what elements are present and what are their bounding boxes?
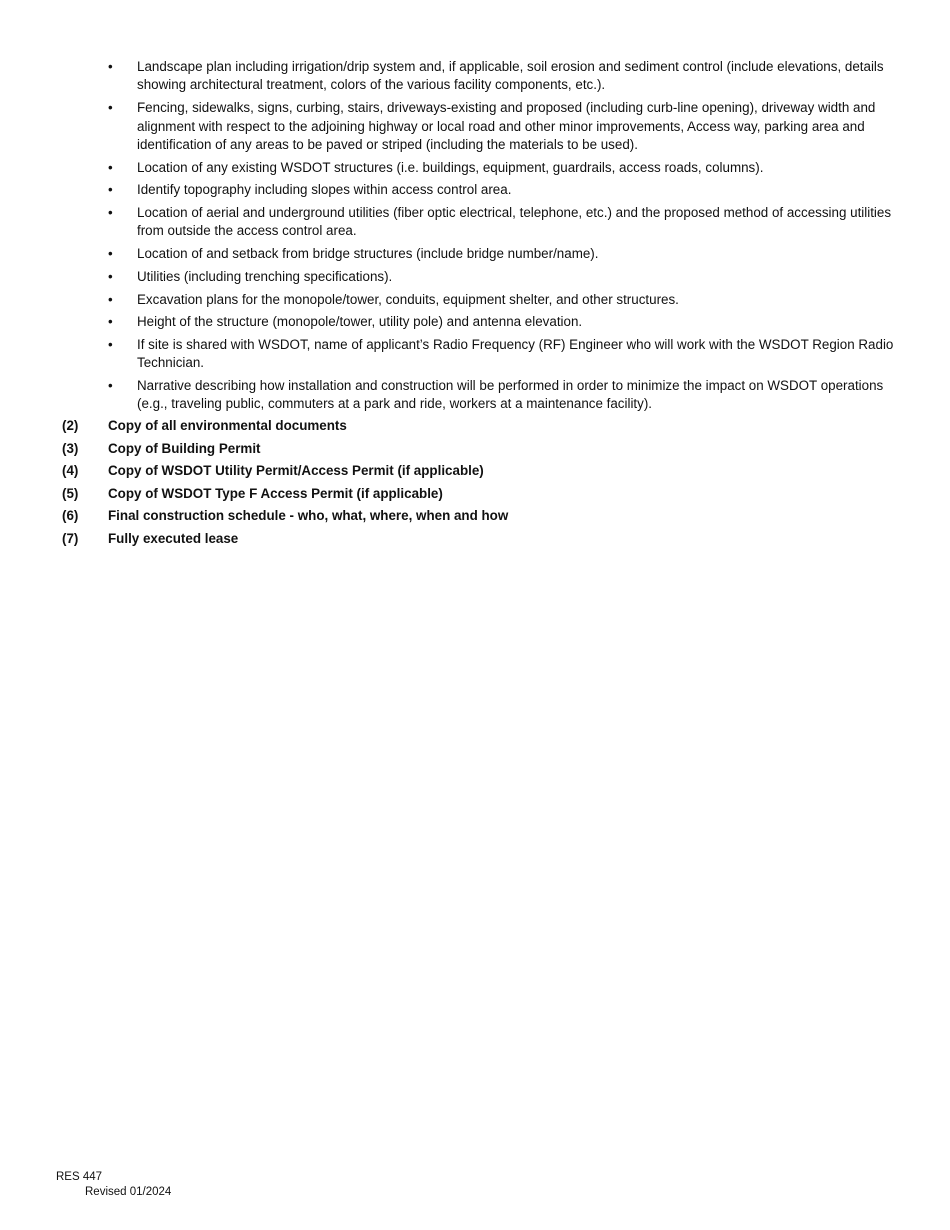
- bullet-item: [108, 99, 898, 154]
- bullet-text: Location of aerial and underground utilities (fiber optic electrical, telephone, etc.) and the proposed method of accessing utilities from outside the access control area.: [137, 205, 892, 239]
- bullet-marker: •: [108, 336, 113, 352]
- numbered-item: [62, 507, 862, 530]
- item-text: Fully executed lease: [108, 530, 239, 546]
- bullet-marker: •: [108, 100, 113, 116]
- bullet-item: [108, 58, 898, 95]
- item-number: (4): [62, 463, 79, 479]
- bullet-marker: •: [108, 159, 113, 175]
- bullet-marker: •: [108, 378, 113, 394]
- item-number: (5): [62, 485, 79, 501]
- bullet-marker: •: [108, 246, 113, 262]
- bullet-text: Location of any existing WSDOT structures (i.e. buildings, equipment, guardrails, access roads, columns).: [137, 159, 764, 175]
- bullet-text: Excavation plans for the monopole/tower, conduits, equipment shelter, and other structures.: [137, 291, 679, 307]
- bullet-marker: •: [108, 314, 113, 330]
- numbered-item: [62, 440, 862, 463]
- item-text: Copy of Building Permit: [108, 440, 261, 456]
- revision-date: Revised 01/2024: [85, 1185, 172, 1198]
- bullet-text: If site is shared with WSDOT, name of applicant’s Radio Frequency (RF) Engineer who will work with the WSDOT Region Radio Technician.: [137, 336, 894, 371]
- item-text: Copy of all environmental documents: [108, 418, 347, 433]
- bullet-text: Landscape plan including irrigation/drip system and, if applicable, soil erosion and sediment control (include elevations, details showing architectural treatment, colors of the various facility components, etc.).: [137, 59, 884, 93]
- numbered-item: [62, 485, 862, 508]
- bullet-text: Location of and setback from bridge structures (include bridge number/name).: [137, 246, 599, 262]
- item-text: Final construction schedule - who, what, where, when and how: [108, 508, 509, 524]
- bullet-item: [108, 245, 898, 263]
- page-footer: [56, 1170, 171, 1199]
- bullet-item: [108, 268, 898, 286]
- bullet-item: [108, 159, 898, 177]
- bullet-text: Utilities (including trenching specifications).: [137, 268, 393, 284]
- item-number: (3): [62, 440, 79, 456]
- bullet-text: Identify topography including slopes within access control area.: [137, 182, 512, 198]
- bullet-marker: •: [108, 291, 113, 307]
- numbered-item: [62, 462, 862, 485]
- bullet-text: Height of the structure (monopole/tower, utility pole) and antenna elevation.: [137, 314, 583, 330]
- bullet-marker: •: [108, 182, 113, 198]
- bullet-item: [108, 204, 898, 241]
- numbered-item: [62, 417, 862, 440]
- bullet-item: [108, 336, 898, 373]
- item-number: (7): [62, 530, 79, 546]
- bullet-marker: •: [108, 59, 113, 74]
- item-text: Copy of WSDOT Utility Permit/Access Permit (if applicable): [108, 463, 484, 479]
- item-number: (2): [62, 418, 79, 433]
- item-text: Copy of WSDOT Type F Access Permit (if applicable): [108, 485, 443, 501]
- item-number: (6): [62, 508, 79, 524]
- bullet-marker: •: [108, 268, 113, 284]
- bullet-item: [108, 313, 898, 331]
- form-id: RES 447: [56, 1171, 103, 1183]
- bullet-marker: •: [108, 205, 113, 221]
- bullet-item: [108, 291, 898, 309]
- numbered-item: [62, 530, 862, 553]
- bullet-item: [108, 181, 898, 199]
- bullet-item: [108, 377, 898, 414]
- bullet-text: Fencing, sidewalks, signs, curbing, stairs, driveways-existing and proposed (including curb-line opening), driveway width and alignment with respect to the adjoining highway or local road and other minor improvements, Access way, parking area and identification of any areas to be paved or striped (including the materials to be used).: [137, 100, 876, 152]
- bullet-text: Narrative describing how installation and construction will be performed in order to minimize the impact on WSDOT operations (e.g., traveling public, commuters at a park and ride, workers at a maintenance facility).: [137, 378, 884, 412]
- numbered-requirements-list: [62, 417, 862, 553]
- requirements-bullet-list: [108, 58, 898, 418]
